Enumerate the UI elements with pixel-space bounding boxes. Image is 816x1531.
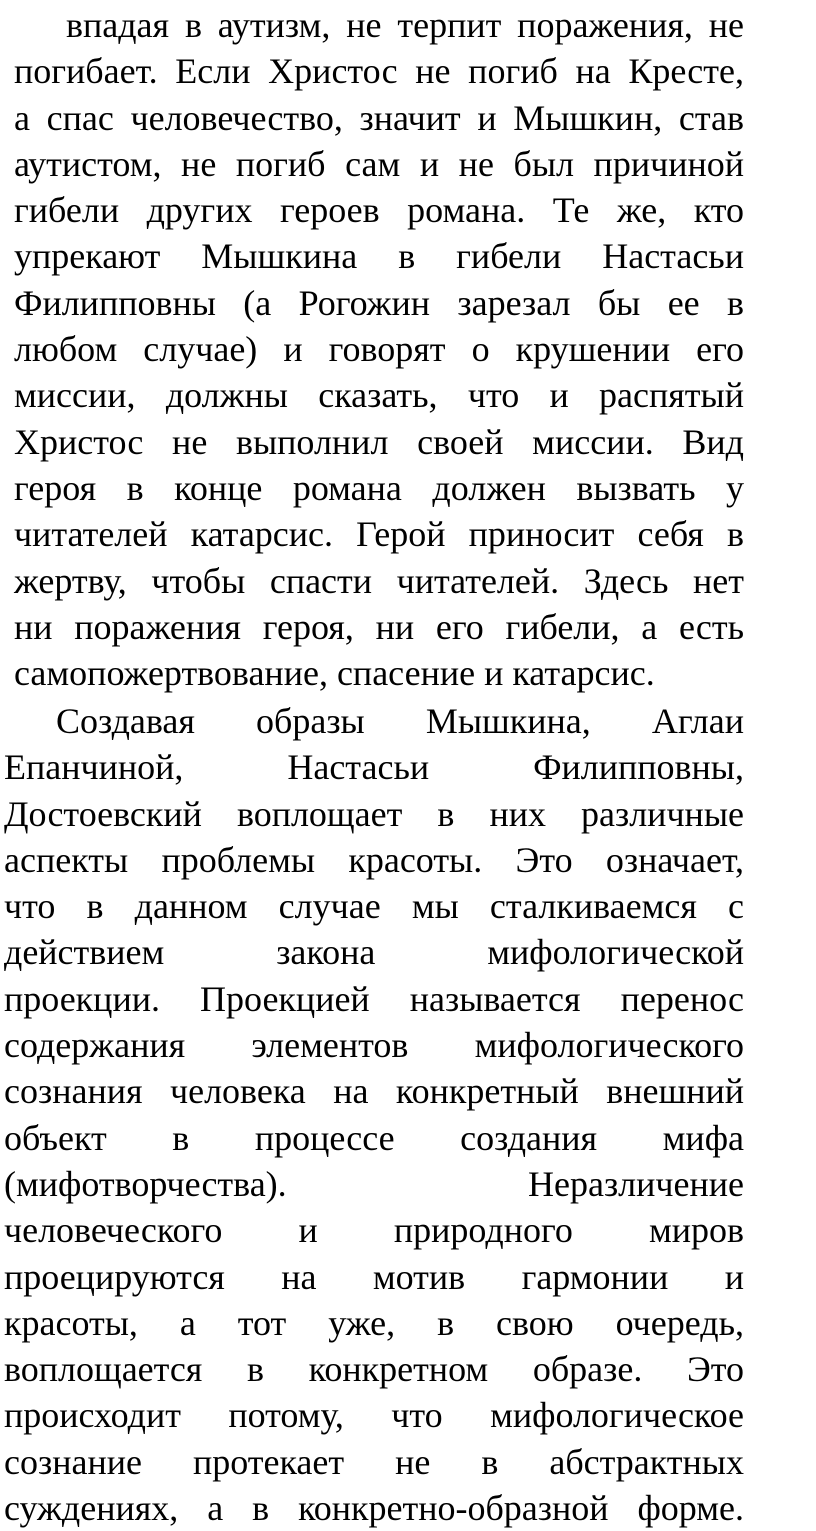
text-line: погибает. Если Христос не погиб на Кресте, (14, 51, 744, 92)
text-line: героя в конце романа должен вызвать у (14, 467, 744, 508)
text-line: самопожертвование, спасение и катарсис. (14, 653, 655, 694)
text-line: упрекают Мышкина в гибели Настасьи (14, 236, 744, 277)
text-line: воплощается в конкретном образе. Это (4, 1349, 744, 1390)
text-line: суждениях, а в конкретно-образной форме. (4, 1488, 744, 1529)
paragraph-1 (14, 2, 744, 696)
text-line: Достоевский воплощает в них различные (4, 793, 744, 834)
text-line: аутистом, не погиб сам и не был причиной (14, 143, 744, 184)
text-line: гибели других героев романа. Те же, кто (14, 190, 744, 231)
text-line: сознания человека на конкретный внешний (4, 1071, 744, 1112)
text-line: Филипповны (а Рогожин зарезал бы ее в (14, 282, 744, 323)
text-line: Создавая образы Мышкина, Аглаи (56, 701, 744, 741)
text-line: проецируются на мотив гармонии и (4, 1256, 744, 1297)
text-line: происходит потому, что мифологическое (4, 1395, 744, 1436)
text-line: что в данном случае мы сталкиваемся с (4, 886, 744, 927)
text-line: жертву, чтобы спасти читателей. Здесь нет (14, 560, 744, 601)
text-line: а спас человечество, значит и Мышкин, став (14, 97, 744, 138)
text-line: проекции. Проекцией называется перенос (4, 978, 744, 1019)
text-line: впадая в аутизм, не терпит поражения, не (66, 5, 744, 45)
text-line: содержания элементов мифологического (4, 1025, 744, 1066)
text-line: ни поражения героя, ни его гибели, а есть (14, 606, 744, 647)
text-line: действием закона мифологической (4, 932, 744, 973)
text-line: сознание протекает не в абстрактных (4, 1441, 744, 1482)
text-line: Христос не выполнил своей миссии. Вид (14, 421, 744, 462)
text-line: (мифотворчества). Неразличение (4, 1163, 744, 1204)
paragraph-2 (4, 698, 744, 1531)
text-line: читателей катарсис. Герой приносит себя в (14, 514, 744, 555)
text-line: миссии, должны сказать, что и распятый (14, 375, 744, 416)
text-line: аспекты проблемы красоты. Это означает, (4, 839, 744, 880)
text-line: объект в процессе создания мифа (4, 1117, 744, 1158)
text-line: любом случае) и говорят о крушении его (14, 329, 744, 370)
text-line: красоты, а тот уже, в свою очередь, (4, 1302, 744, 1343)
text-line: человеческого и природного миров (4, 1210, 744, 1251)
text-line: Епанчиной, Настасьи Филипповны, (4, 747, 744, 788)
